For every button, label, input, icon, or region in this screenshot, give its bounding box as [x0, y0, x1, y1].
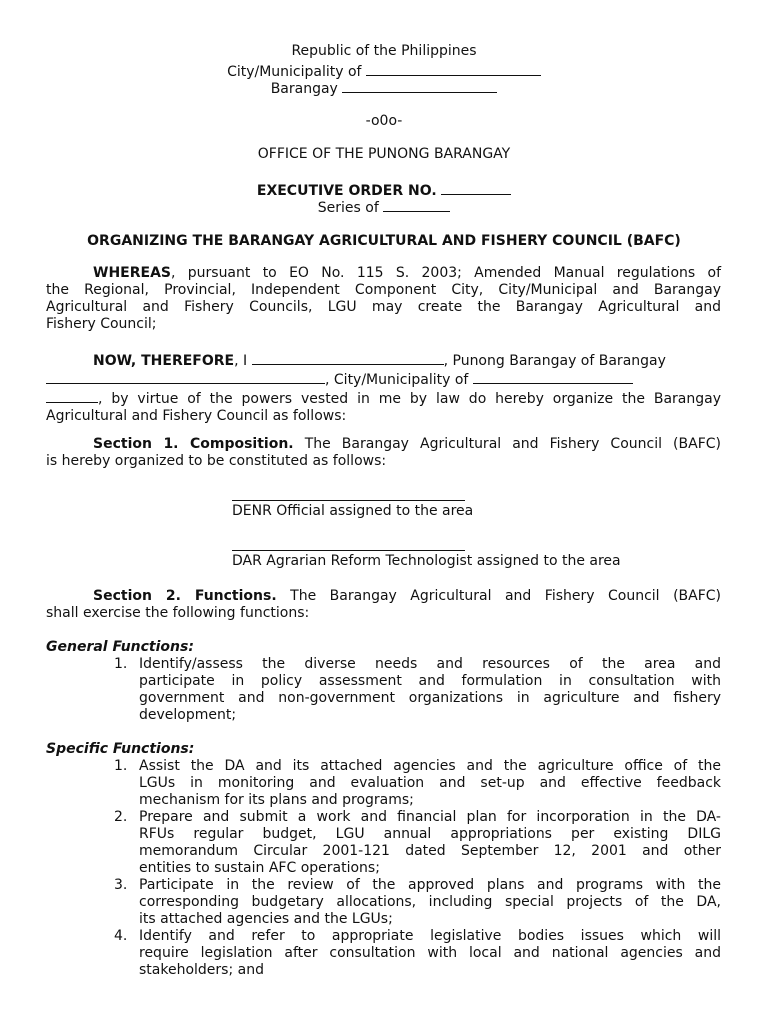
- now-lead: NOW: [93, 353, 131, 369]
- barangay-blank[interactable]: [342, 79, 497, 93]
- now-lead-2: , THEREFORE: [130, 353, 235, 369]
- now-pre: , I: [234, 353, 248, 369]
- list-item: [114, 656, 721, 724]
- section2-heading: Section 2. Functions.: [93, 588, 277, 604]
- now-therefore-paragraph: [46, 351, 721, 425]
- list-number: 1.: [114, 656, 128, 672]
- whereas-text: , pursuant to EO No. 115 S. 2003; Amended Manual regulations of: [170, 265, 721, 281]
- city-name-blank[interactable]: [473, 370, 633, 384]
- list-line: entities to sustain AFC operations;: [139, 860, 380, 876]
- now-therefore-line: Agricultural and Fishery Council as follows:: [46, 408, 347, 424]
- list-line: Assist the DA and its attached agencies and the agriculture office of the: [139, 758, 721, 774]
- section1-heading: Section 1. Composition.: [93, 436, 294, 452]
- whereas-line: Agricultural and Fishery Councils, LGU may create the Barangay Agricultural and: [46, 299, 721, 315]
- section2-paragraph: [46, 588, 721, 622]
- list-line: corresponding budgetary allocations, including special projects of the DA,: [139, 894, 721, 910]
- now-therefore-line: [46, 351, 721, 370]
- list-line: government and non-government organizations in agriculture and fishery: [139, 690, 721, 706]
- whereas-line: Fishery Council;: [46, 316, 157, 332]
- list-line: development;: [139, 707, 237, 723]
- list-number: 2.: [114, 809, 128, 825]
- city-blank[interactable]: [366, 62, 541, 76]
- member-denr: DENR Official assigned to the area: [232, 503, 474, 519]
- list-line: Participate in the review of the approved plans and programs with the: [139, 877, 721, 893]
- series-label: Series of: [317, 200, 379, 216]
- now-therefore-line: [46, 389, 721, 408]
- list-line: memorandum Circular 2001-121 dated September 12, 2001 and other: [139, 843, 721, 859]
- signature-line-denr[interactable]: [232, 500, 465, 501]
- general-functions-heading: General Functions:: [46, 639, 194, 655]
- executive-order-label: EXECUTIVE ORDER NO.: [256, 183, 437, 199]
- section1-paragraph: [46, 436, 721, 470]
- now-city: , City/Municipality of: [325, 372, 469, 388]
- list-number: 3.: [114, 877, 128, 893]
- whereas-paragraph: [46, 265, 721, 333]
- barangay-line: [0, 79, 768, 98]
- now-punong: , Punong Barangay of Barangay: [443, 353, 666, 369]
- section2-text: The Barangay Agricultural and Fishery Council (BAFC): [276, 588, 721, 604]
- order-title: ORGANIZING THE BARANGAY AGRICULTURAL AND FISHERY COUNCIL (BAFC): [87, 233, 681, 249]
- list-line: Identify and refer to appropriate legislative bodies issues which will: [139, 928, 721, 944]
- list-line: its attached agencies and the LGUs;: [139, 911, 393, 927]
- list-line: Prepare and submit a work and financial plan for incorporation in the DA-: [139, 809, 721, 825]
- barangay-label: Barangay: [270, 81, 338, 97]
- list-line: Identify/assess the diverse needs and resources of the area and: [139, 656, 721, 672]
- city-name-blank-cont[interactable]: [46, 389, 98, 403]
- list-line: participate in policy assessment and formulation in consultation with: [139, 673, 721, 689]
- list-number: 4.: [114, 928, 128, 944]
- list-item: [114, 928, 721, 979]
- separator: -o0o-: [365, 113, 403, 129]
- specific-functions-heading: Specific Functions:: [46, 741, 195, 757]
- list-item: [114, 758, 721, 809]
- signature-line-dar[interactable]: [232, 550, 465, 551]
- section2-line: [46, 588, 721, 605]
- whereas-line: the Regional, Provincial, Independent Component City, City/Municipal and Barangay: [46, 282, 721, 298]
- section2-line: shall exercise the following functions:: [46, 605, 310, 621]
- list-line: stakeholders; and: [139, 962, 264, 978]
- list-item: [114, 809, 721, 877]
- series-line: [0, 198, 768, 217]
- barangay-name-blank[interactable]: [46, 370, 325, 384]
- punong-name-blank[interactable]: [252, 351, 444, 365]
- list-line: RFUs regular budget, LGU annual appropriations per existing DILG: [139, 826, 721, 842]
- section1-text: The Barangay Agricultural and Fishery Council (BAFC): [293, 436, 721, 452]
- office-title: OFFICE OF THE PUNONG BARANGAY: [257, 146, 511, 162]
- general-functions-list: [114, 656, 721, 724]
- series-blank[interactable]: [383, 198, 450, 212]
- specific-functions-list: [114, 758, 721, 979]
- now-therefore-line: [46, 370, 721, 389]
- list-line: mechanism for its plans and programs;: [139, 792, 414, 808]
- list-line: require legislation after consultation with local and national agencies and: [139, 945, 721, 961]
- list-item: [114, 877, 721, 928]
- city-label: City/Municipality of: [227, 64, 362, 80]
- executive-order-number-blank[interactable]: [441, 181, 511, 195]
- republic-line: Republic of the Philippines: [291, 43, 477, 59]
- section1-line: is hereby organized to be constituted as follows:: [46, 453, 387, 469]
- now-line3: , by virtue of the powers vested in me by law do hereby organize the Barangay: [98, 391, 721, 407]
- list-number: 1.: [114, 758, 128, 774]
- whereas-lead: WHEREAS: [93, 265, 171, 281]
- list-line: LGUs in monitoring and evaluation and set-up and effective feedback: [139, 775, 721, 791]
- whereas-line: [46, 265, 721, 282]
- section1-line: [46, 436, 721, 453]
- member-dar: DAR Agrarian Reform Technologist assigned to the area: [232, 553, 621, 569]
